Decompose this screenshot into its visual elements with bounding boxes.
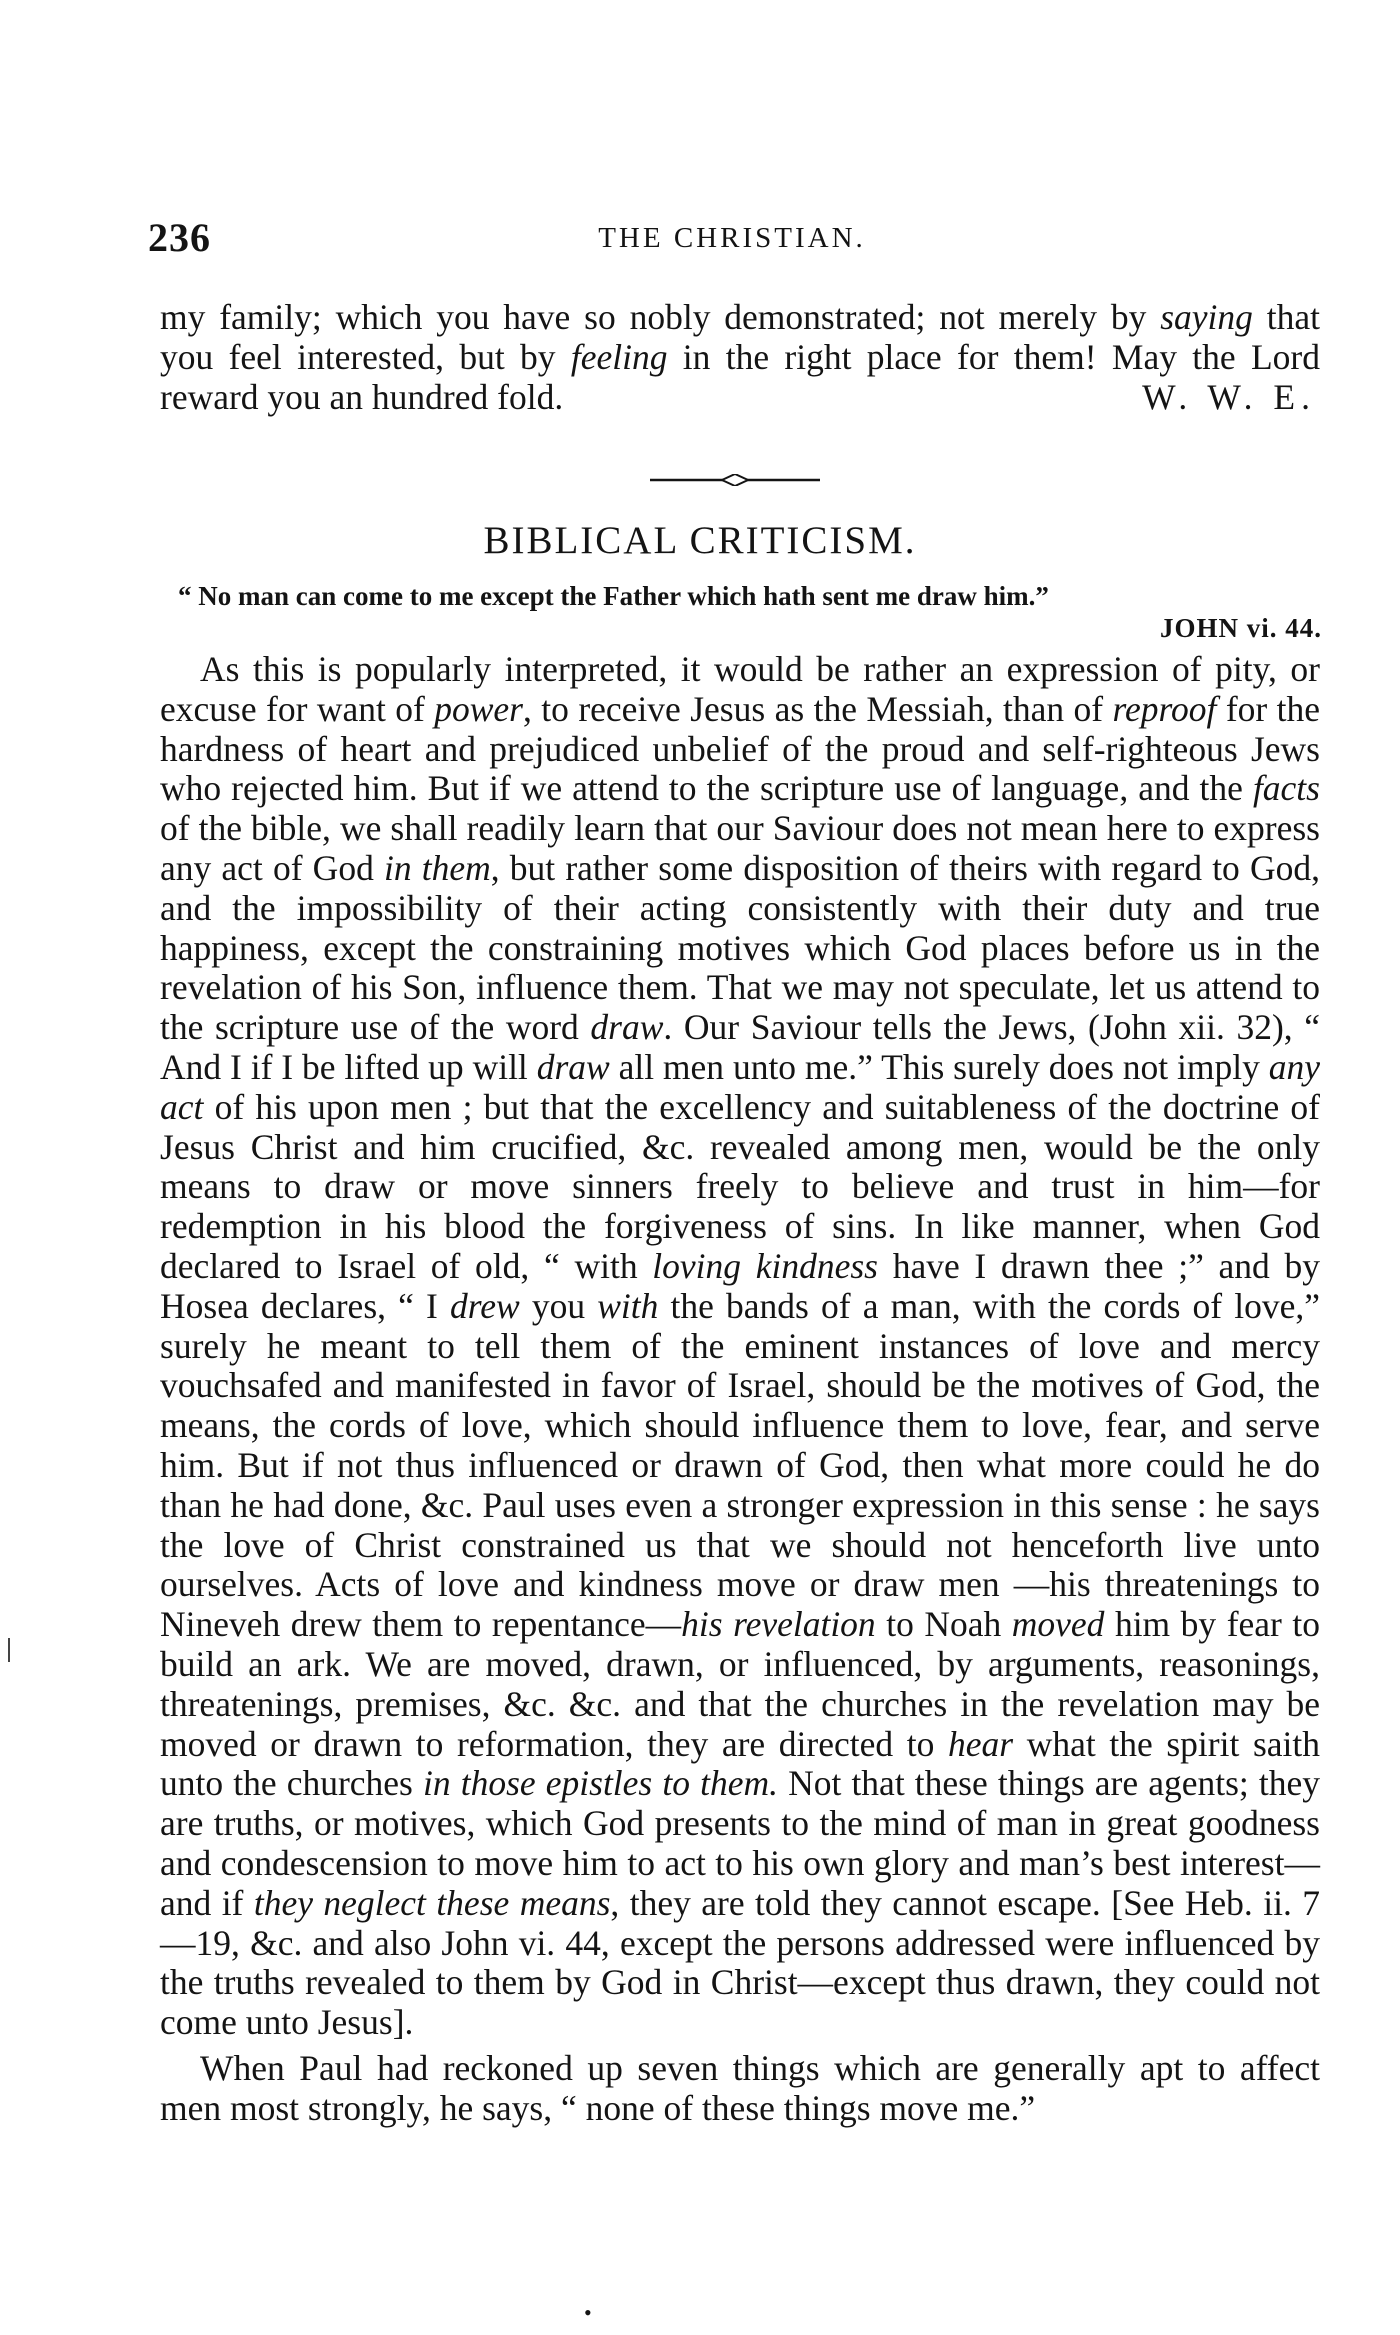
article-body	[160, 650, 1320, 2128]
intro-paragraph: my family; which you have so nobly demonstrated; not merely by saying that you feel interested, but by feeling in the right place for them! May the Lord reward you an hundred fold. W. W. E.	[160, 297, 1321, 417]
page-number: 236	[148, 215, 211, 260]
epigraph: “ No man can come to me except the Father which hath sent me draw him.”	[178, 581, 1049, 611]
signature: W. W. E.	[1142, 376, 1316, 417]
epigraph-source: JOHN vi. 44.	[1159, 613, 1322, 643]
body-paragraph-1: As this is popularly interpreted, it would be rather an expression of pity, or excuse for want of power, to receive Jesus as the Messiah, than of reproof for the hardness of heart and prejudiced unbelief of the proud and self-righteous Jews who rejected him. But if we attend to the scripture use of language, and the facts of the bible, we shall readily learn that our Saviour does not mean here to express any act of God in them, but rather some disposition of theirs with regard to God, and the impossibility of their acting consistently with their duty and true happiness, except the constraining motives which God places before us in the revelation of his Son, influence them. That we may not speculate, let us attend to the scripture use of the word draw. Our Saviour tells the Jews, (John xii. 32), “ And I if I be lifted up will draw all men unto me.” This surely does not imply any act of his upon men ; but that the excellency and suitableness of the doctrine of Jesus Christ and him crucified, &c. revealed among men, would be the only means to draw or move sinners freely to believe and trust in him—for redemption in his blood the forgiveness of sins. In like manner, when God declared to Israel of old, “ with loving kindness have I drawn thee ;” and by Hosea declares, “ I drew you with the bands of a man, with the cords of love,” surely he meant to tell them of the eminent instances of love and mercy vouchsafed and manifested in favor of Israel, should be the motives of God, the means, the cords of love, which should influence them to love, fear, and serve him. But if not thus influenced or drawn of God, then what more could he do than he had done, &c. Paul uses even a stronger expression in this sense : he says the love of Christ constrained us that we should not henceforth live unto ourselves. Acts of love and kindness move or draw men —his threatenings to Nineveh drew them to repentance—his revelation to Noah moved him by fear to build an ark. We are moved, drawn, or influenced, by arguments, reasonings, threatenings, premises, &c. &c. and that the churches in the revelation may be moved or drawn to reformation, they are directed to hear what the spirit saith unto the churches in those epistles to them. Not that these things are agents; they are truths, or motives, which God presents to the mind of man in great goodness and condescension to move him to act to his own glory and man’s best interest—and if they neglect these means, they are told they cannot escape. [See Heb. ii. 7—19, &c. and also John vi. 44, except the persons addressed were influenced by the truths revealed to them by God in Christ—except thus drawn, they could not come unto Jesus].	[160, 649, 1321, 2043]
margin-mark	[8, 1638, 10, 1662]
intro-paragraph-block	[160, 298, 1320, 417]
section-divider-ornament	[650, 474, 820, 486]
section-title: BIBLICAL CRITICISM.	[483, 519, 917, 562]
page-header	[148, 210, 1316, 270]
bottom-printer-mark: •	[584, 2300, 592, 2325]
running-head: THE CHRISTIAN.	[598, 222, 866, 254]
body-paragraph-2: When Paul had reckoned up seven things which are generally apt to affect men most strongly, he says, “ none of these things move me.”	[160, 2047, 1320, 2128]
